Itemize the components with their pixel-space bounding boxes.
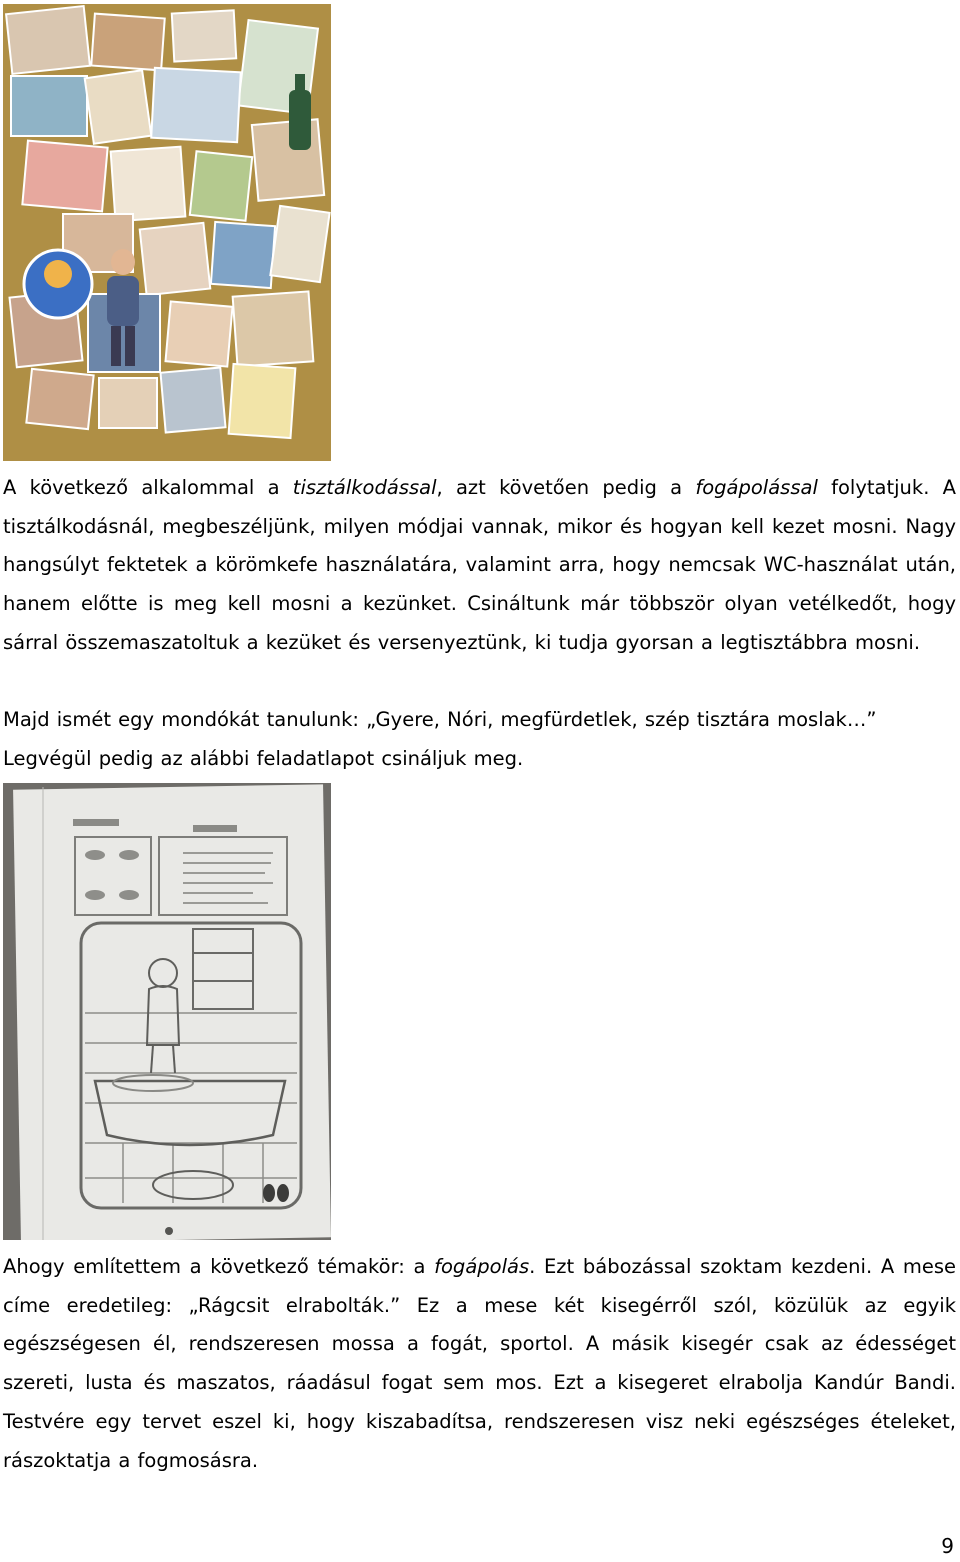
worksheet-intro-line: Legvégül pedig az alábbi feladatlapot csináljuk meg. [3,746,524,770]
paragraph-1-text-a: A következő alkalommal a [3,476,293,499]
page-number: 9 [941,1534,954,1558]
term-dental-care: fogápolással [695,476,818,499]
paragraph-hygiene [3,469,956,663]
rhyme-line: Majd ismét egy mondókát tanulunk: „Gyere, Nóri, megfürdetlek, szép tisztára moslak…” [3,708,877,731]
worksheet-photo [3,783,331,1240]
paragraph-1-text-c: folytatjuk. A tisztálkodásnál, megbeszéljünk, milyen módjai vannak, mikor és hogyan kell kezet mosni. Nagy hangsúlyt fektetek a körömkefe használatára, valamint arra, hogy nemcsak WC-használat után, hanem előtte is meg kell mosni a kezünket. Csináltunk már többször olyan vetélkedőt, hogy sárral összemaszatoltuk a kezüket és versenyeztünk, ki tudja gyorsan a legtisztábbra mosni. [3,476,956,654]
collage-photo [3,4,331,461]
paragraph-3-text-b: . Ezt bábozással szoktam kezdeni. A mese címe eredetileg: „Rágcsit elrabolták.” Ez a mese két kisegérről szól, közülük az egyik egészségesen él, rendszeresen mossa a fogát, sportol. A másik kisegér csak az édességet szereti, lusta és maszatos, ráadásul fogat sem mos. Ezt a kisegeret elrabolja Kandúr Bandi. Testvére egy tervet eszel ki, hogy kiszabadítsa, rendszeresen visz neki egészséges ételeket, rászoktatja a fogmosásra. [3,1255,956,1472]
paragraph-rhyme [3,701,956,778]
term-dental-care-2: fogápolás [434,1255,530,1278]
paragraph-dental-care [3,1248,956,1480]
paragraph-1-text-b: , azt követően pedig a [436,476,696,499]
term-hygiene: tisztálkodással [292,476,437,499]
paragraph-3-text-a: Ahogy említettem a következő témakör: a [3,1255,435,1278]
